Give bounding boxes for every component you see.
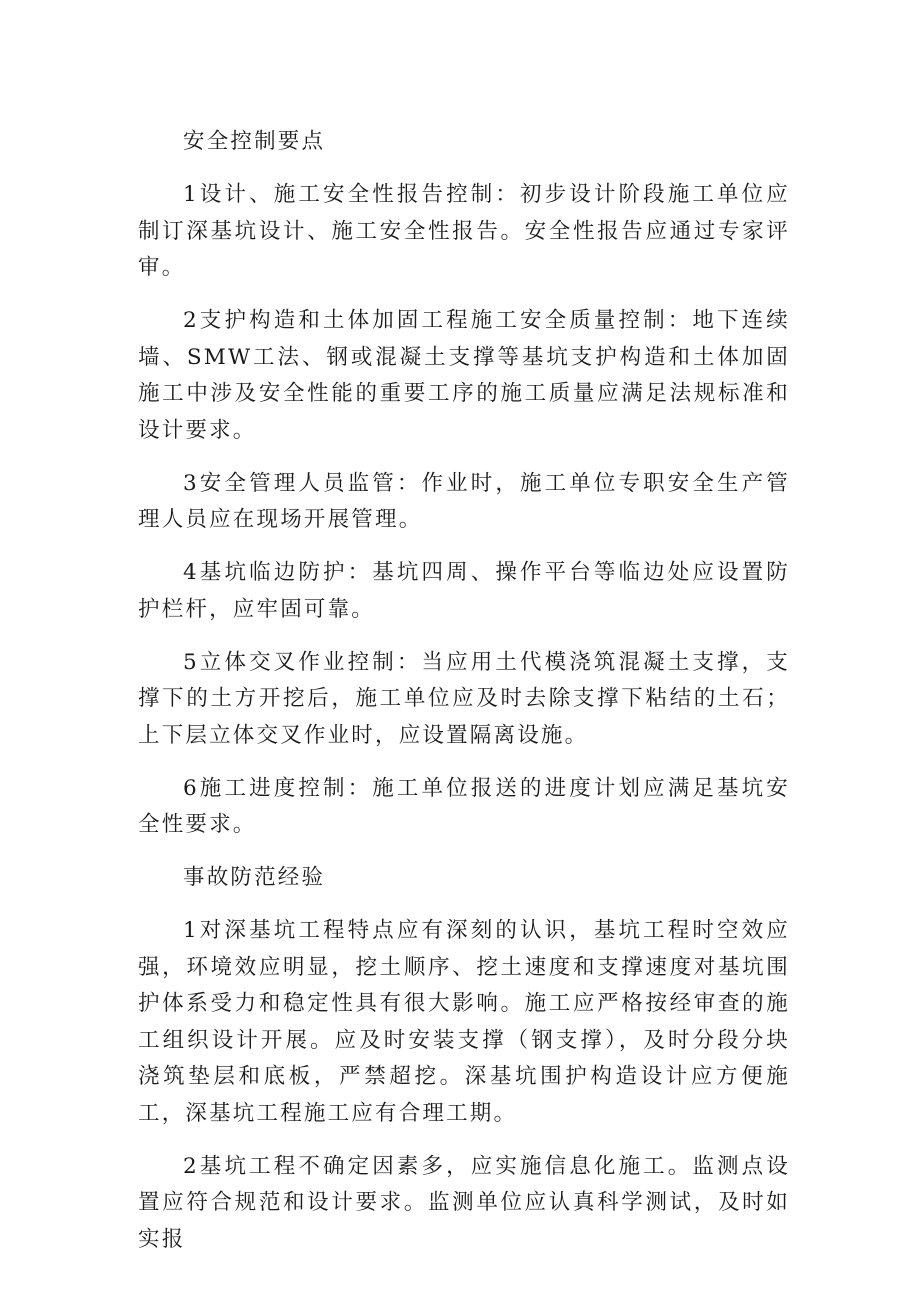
paragraph-safety-report: 1设计、施工安全性报告控制：初步设计阶段施工单位应制订深基坑设计、施工安全性报告。安全性报告应通过专家评审。	[138, 182, 790, 280]
document-body	[138, 124, 790, 1275]
paragraph-cross-operation: 5立体交叉作业控制：当应用土代模浇筑混凝土支撑，支撑下的土方开挖后，施工单位应及时去除支撑下粘结的土石；上下层立体交叉作业时，应设置隔离设施。	[138, 649, 790, 748]
paragraph-informational-construction: 2基坑工程不确定因素多，应实施信息化施工。监测点设置应符合规范和设计要求。监测单位应认真科学测试，及时如实报	[138, 1153, 790, 1252]
section-heading-safety-control: 安全控制要点	[183, 129, 326, 154]
paragraph-schedule-control: 6施工进度控制：施工单位报送的进度计划应满足基坑安全性要求。	[138, 775, 790, 837]
paragraph-safety-personnel: 3安全管理人员监管：作业时，施工单位专职安全生产管理人员应在现场开展管理。	[138, 470, 790, 532]
paragraph-edge-protection: 4基坑临边防护：基坑四周、操作平台等临边处应设置防护栏杆，应牢固可靠。	[138, 560, 790, 622]
paragraph-deep-pit-understanding: 1对深基坑工程特点应有深刻的认识，基坑工程时空效应强，环境效应明显，挖土顺序、挖土速度和支撑速度对基坑围护体系受力和稳定性具有很大影响。施工应严格按经审查的施工组织设计开展。应及时安装支撑（钢支撑），及时分段分块浇筑垫层和底板，严禁超挖。深基坑围护构造设计应方便施工，深基坑工程施工应有合理工期。	[138, 918, 790, 1126]
section-heading-accident-prevention: 事故防范经验	[183, 865, 326, 890]
paragraph-support-structure: 2支护构造和土体加固工程施工安全质量控制：地下连续墙、SMW工法、钢或混凝土支撑等基坑支护构造和土体加固施工中涉及安全性能的重要工序的施工质量应满足法规标准和设计要求。	[138, 308, 790, 443]
